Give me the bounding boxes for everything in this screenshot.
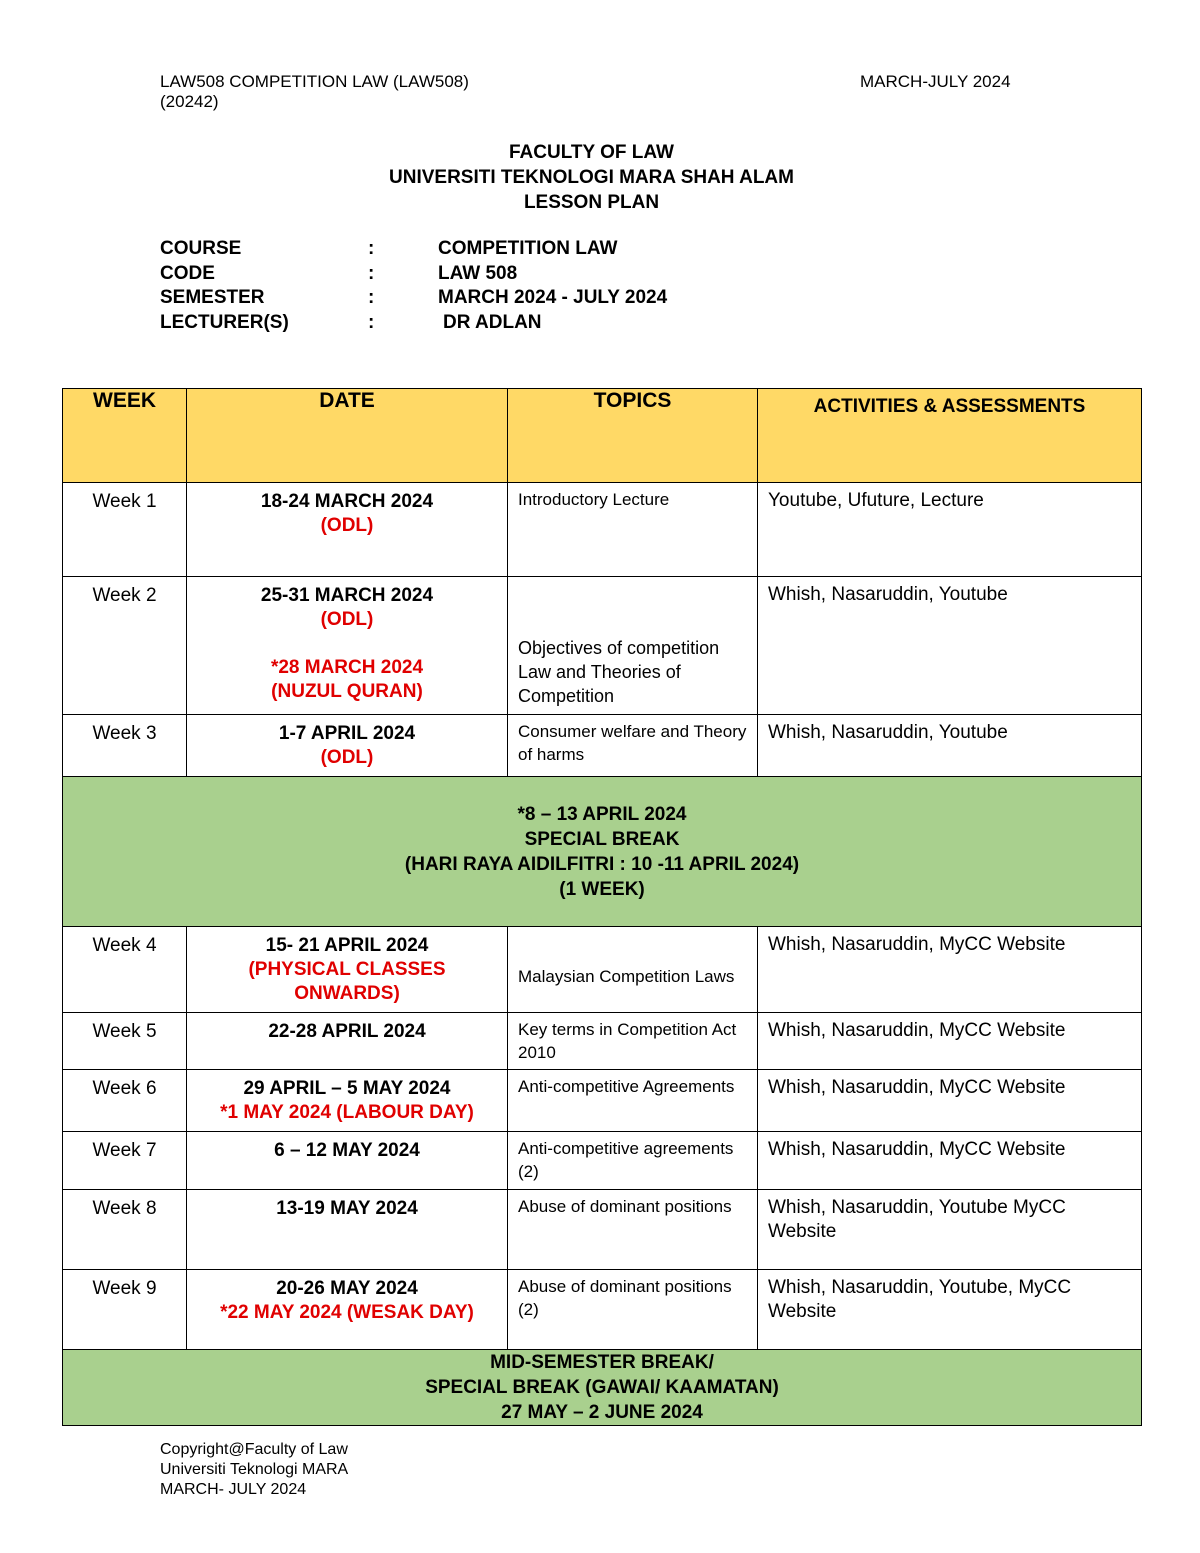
- mid-semester-break-row: [63, 1350, 1142, 1426]
- date-cell: [187, 577, 508, 715]
- table-header-row: [63, 389, 1142, 483]
- topic-cell: Anti-competitive Agreements: [508, 1070, 758, 1132]
- date-note: (PHYSICAL CLASSES ONWARDS): [248, 959, 446, 1004]
- document-titles: [0, 140, 1183, 215]
- info-label: COURSE: [160, 238, 242, 259]
- table-row: [63, 927, 1142, 1013]
- date-range: 18-24 MARCH 2024: [260, 491, 434, 512]
- info-value: COMPETITION LAW: [438, 238, 618, 259]
- holiday-name: (NUZUL QURAN): [271, 681, 423, 702]
- page-footer: [160, 1440, 348, 1500]
- topic-cell: Abuse of dominant positions: [508, 1190, 758, 1270]
- break-dates: 27 MAY – 2 JUNE 2024: [501, 1402, 703, 1423]
- date-range: 13-19 MAY 2024: [276, 1198, 418, 1219]
- date-range: 6 – 12 MAY 2024: [274, 1140, 420, 1161]
- info-label: SEMESTER: [160, 287, 265, 308]
- running-header-left: [160, 72, 580, 112]
- activity-cell: Youtube, Ufuture, Lecture: [758, 483, 1142, 577]
- activity-cell: Whish, Nasaruddin, MyCC Website: [758, 1070, 1142, 1132]
- document-title: LESSON PLAN: [523, 192, 660, 213]
- info-sep: :: [368, 262, 375, 284]
- topic-cell: Abuse of dominant positions (2): [508, 1270, 758, 1350]
- date-note: (ODL): [320, 515, 374, 536]
- table-row: [63, 577, 1142, 715]
- info-value: DR ADLAN: [443, 311, 542, 333]
- break-dates: *8 – 13 APRIL 2024: [517, 803, 687, 825]
- activity-cell: Whish, Nasaruddin, MyCC Website: [758, 1013, 1142, 1070]
- footer-university: Universiti Teknologi MARA: [160, 1461, 349, 1478]
- special-break-row: [63, 777, 1142, 927]
- week-cell: Week 1: [63, 483, 187, 577]
- date-cell: [187, 1013, 508, 1070]
- week-cell: Week 9: [63, 1270, 187, 1350]
- date-range: 25-31 MARCH 2024: [260, 585, 434, 606]
- table-row: [63, 1013, 1142, 1070]
- topic-cell: Introductory Lecture: [508, 483, 758, 577]
- week-cell: Week 4: [63, 927, 187, 1013]
- faculty-title: FACULTY OF LAW: [508, 142, 674, 163]
- date-cell: [187, 1190, 508, 1270]
- course-header-line: LAW508 COMPETITION LAW (LAW508): [160, 72, 469, 91]
- info-sep: :: [368, 287, 375, 308]
- topic-cell: Malaysian Competition Laws: [508, 927, 758, 1013]
- table-row: [63, 715, 1142, 777]
- date-cell: [187, 483, 508, 577]
- date-range: 20-26 MAY 2024: [276, 1278, 418, 1299]
- holiday-date: *28 MARCH 2024: [270, 657, 424, 678]
- week-cell: Week 3: [63, 715, 187, 777]
- footer-copyright: Copyright@Faculty of Law: [160, 1441, 348, 1458]
- footer-session: MARCH- JULY 2024: [160, 1481, 307, 1498]
- topic-cell: Anti-competitive agreements (2): [508, 1132, 758, 1190]
- special-break-cell: [63, 777, 1142, 927]
- table-row: [63, 1070, 1142, 1132]
- break-title: SPECIAL BREAK: [524, 828, 680, 850]
- running-header-right: MARCH-JULY 2024: [860, 72, 1011, 91]
- header-week: WEEK: [63, 389, 187, 483]
- header-activities: ACTIVITIES & ASSESSMENTS: [758, 389, 1142, 483]
- activity-cell: Whish, Nasaruddin, Youtube MyCC Website: [758, 1190, 1142, 1270]
- date-range: 22-28 APRIL 2024: [268, 1021, 426, 1042]
- date-note: *22 MAY 2024 (WESAK DAY): [220, 1302, 474, 1323]
- table-row: [63, 1132, 1142, 1190]
- week-cell: Week 7: [63, 1132, 187, 1190]
- table-row: [63, 1270, 1142, 1350]
- table-row: [63, 483, 1142, 577]
- date-cell: [187, 927, 508, 1013]
- week-cell: Week 5: [63, 1013, 187, 1070]
- info-value: LAW 508: [438, 262, 518, 284]
- date-cell: [187, 715, 508, 777]
- date-note: (ODL): [320, 747, 374, 768]
- info-sep: :: [368, 238, 375, 259]
- topic-cell: Consumer welfare and Theory of harms: [508, 715, 758, 777]
- activity-cell: Whish, Nasaruddin, Youtube, MyCC Website: [758, 1270, 1142, 1350]
- date-cell: [187, 1270, 508, 1350]
- week-cell: Week 6: [63, 1070, 187, 1132]
- date-range: 29 APRIL – 5 MAY 2024: [243, 1078, 451, 1099]
- date-note: (ODL): [320, 609, 374, 630]
- topic-cell: Objectives of competition Law and Theories of Competition: [508, 577, 758, 715]
- info-sep: :: [368, 311, 375, 333]
- break-subtitle: SPECIAL BREAK (GAWAI/ KAAMATAN): [425, 1377, 779, 1398]
- header-date: DATE: [187, 389, 508, 483]
- lesson-plan-table: [62, 388, 1142, 1426]
- date-range: 1-7 APRIL 2024: [278, 723, 416, 744]
- break-title: MID-SEMESTER BREAK/: [490, 1352, 714, 1373]
- topic-cell: Key terms in Competition Act 2010: [508, 1013, 758, 1070]
- date-note: *1 MAY 2024 (LABOUR DAY): [220, 1102, 474, 1123]
- info-label: CODE: [160, 262, 215, 284]
- date-range: 15- 21 APRIL 2024: [265, 935, 429, 956]
- activity-cell: Whish, Nasaruddin, MyCC Website: [758, 1132, 1142, 1190]
- date-cell: [187, 1070, 508, 1132]
- break-duration: (1 WEEK): [559, 878, 645, 900]
- header-topics: TOPICS: [508, 389, 758, 483]
- mid-semester-break-cell: [63, 1350, 1142, 1426]
- info-value: MARCH 2024 - JULY 2024: [438, 287, 668, 308]
- university-title: UNIVERSITI TEKNOLOGI MARA SHAH ALAM: [389, 167, 794, 188]
- session-code: (20242): [160, 92, 219, 111]
- activity-cell: Whish, Nasaruddin, Youtube: [758, 715, 1142, 777]
- info-label: LECTURER(S): [160, 311, 289, 333]
- activity-cell: Whish, Nasaruddin, Youtube: [758, 577, 1142, 715]
- date-cell: [187, 1132, 508, 1190]
- break-holiday: (HARI RAYA AIDILFITRI : 10 -11 APRIL 2024): [404, 853, 800, 875]
- activity-cell: Whish, Nasaruddin, MyCC Website: [758, 927, 1142, 1013]
- week-cell: Week 2: [63, 577, 187, 715]
- week-cell: Week 8: [63, 1190, 187, 1270]
- table-row: [63, 1190, 1142, 1270]
